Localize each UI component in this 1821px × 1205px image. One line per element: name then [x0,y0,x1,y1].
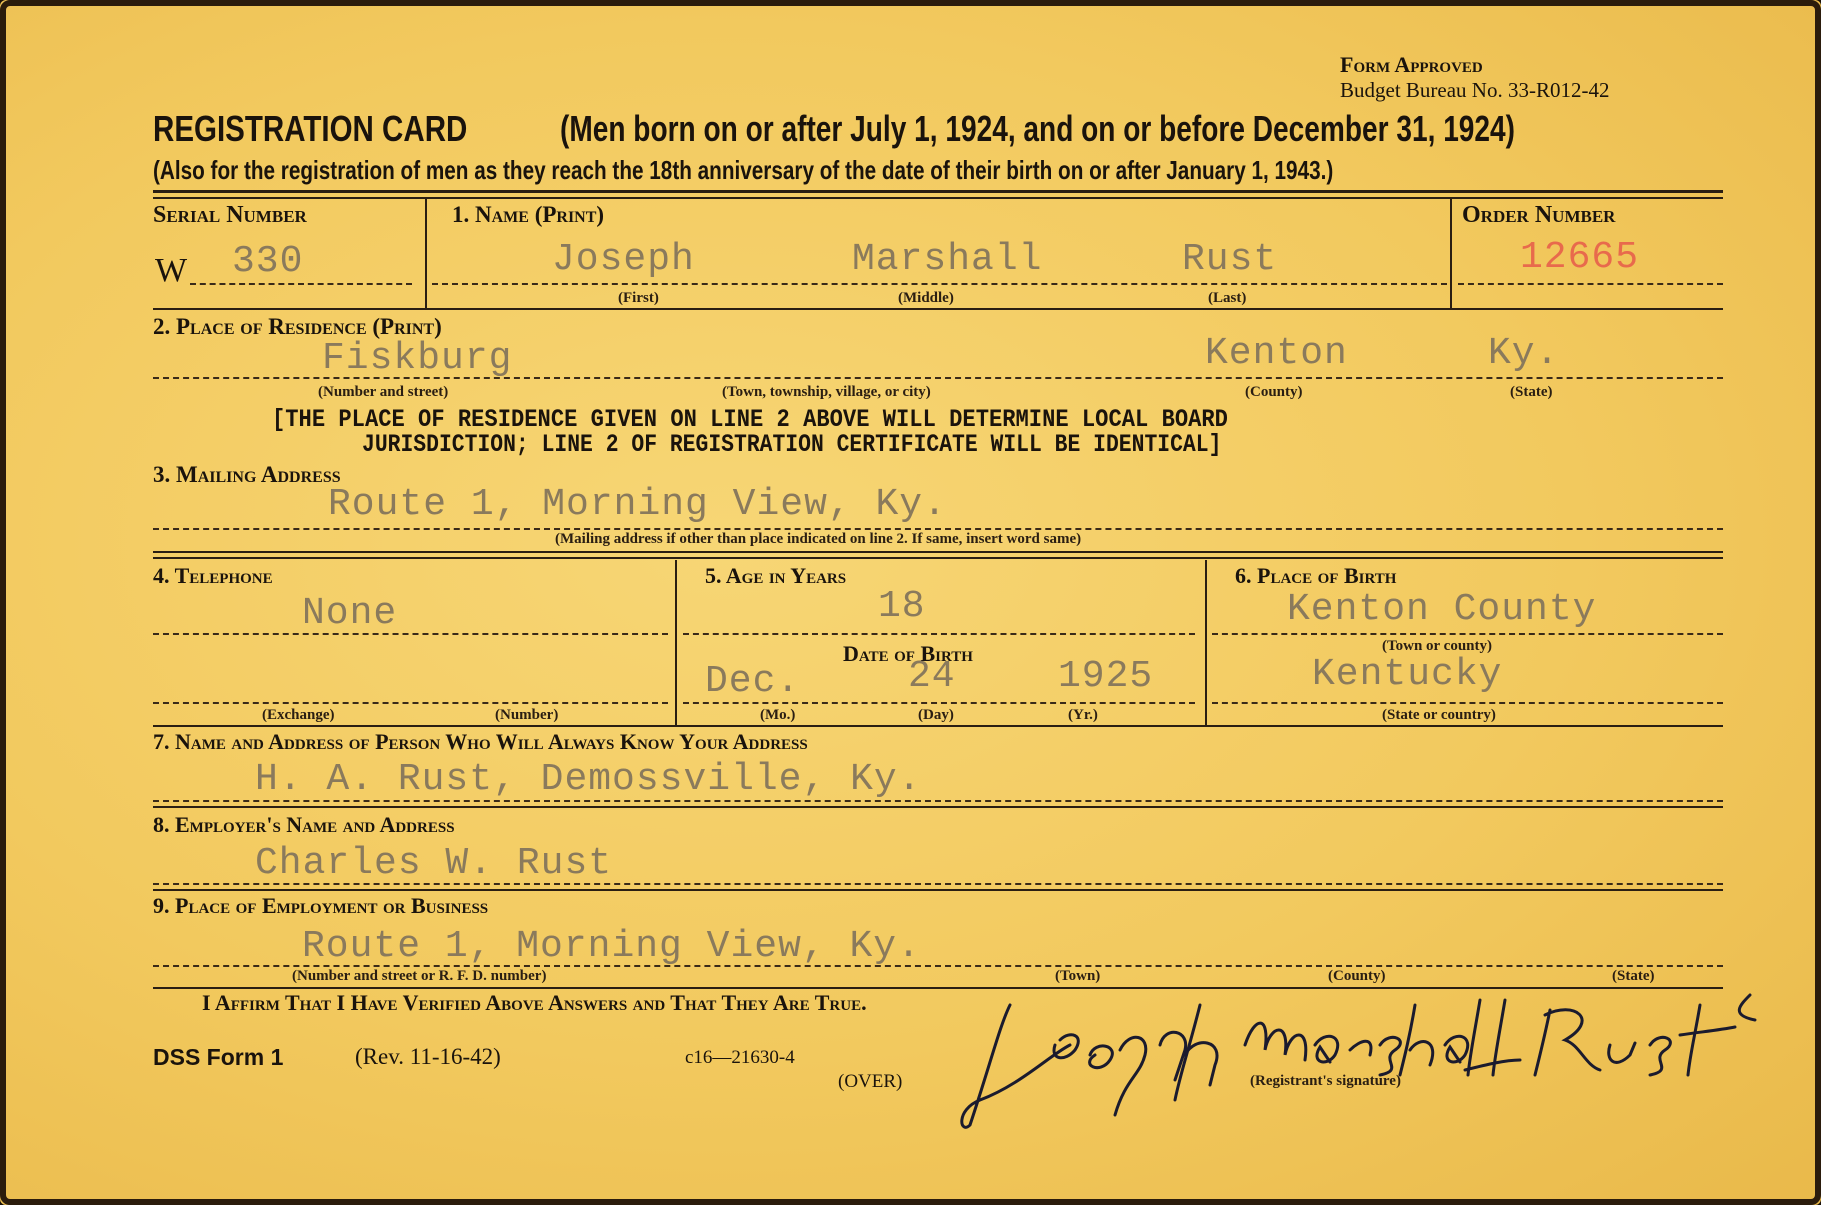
caption-first: (First) [618,290,659,306]
residence-state: Ky. [1488,332,1560,375]
telephone-line-2 [153,702,668,704]
serial-value: 330 [232,240,304,283]
order-label: Order Number [1462,202,1616,228]
employer-label: 8. Employer's Name and Address [153,812,455,837]
rule-row1 [153,308,1723,310]
residence-town: Fiskburg [322,337,513,380]
residence-label: 2. Place of Residence (Print) [153,314,442,339]
telephone-line-1 [153,633,668,635]
mailing-label: 3. Mailing Address [153,462,341,487]
caption-residence-street: (Number and street) [318,384,449,400]
employment-label: 9. Place of Employment or Business [153,893,489,918]
title-men-born: (Men born on or after July 1, 1924, and on or before December 31, 1924) [560,108,1516,149]
rule-row8 [153,889,1723,891]
caption-mo: (Mo.) [760,707,796,723]
footer-form: DSS Form 1 [153,1044,284,1070]
card-title: REGISTRATION CARD [153,108,468,149]
caption-middle: (Middle) [898,290,954,306]
order-divider [1450,199,1452,309]
birthplace-line-2 [1212,702,1723,704]
dob-line [683,702,1195,704]
serial-label: Serial Number [153,202,307,228]
order-value: 12665 [1520,236,1640,279]
footer-over: (OVER) [838,1071,903,1092]
dob-month: Dec. [705,660,801,703]
caption-exchange: (Exchange) [262,707,335,723]
caption-signature: (Registrant's signature) [1250,1073,1401,1089]
caption-residence-town: (Town, township, village, or city) [722,384,931,400]
age-value: 18 [878,585,926,628]
telephone-label: 4. Telephone [153,563,273,588]
employment-line [153,965,1723,967]
caption-emp-county: (County) [1328,968,1386,984]
mailing-line [153,528,1723,530]
caption-birth-state: (State or country) [1382,707,1496,723]
caption-emp-town: (Town) [1055,968,1101,984]
telephone-value: None [302,592,398,635]
residence-line [153,377,1723,379]
order-line [1458,283,1723,285]
serial-line [190,283,412,285]
age-label: 5. Age in Years [705,563,847,588]
signature-svg [960,985,1820,1135]
serial-prefix: W [155,252,188,289]
contact-label: 7. Name and Address of Person Who Will Always Know Your Address [153,729,808,754]
name-middle: Marshall [852,238,1043,281]
footer-rev: (Rev. 11-16-42) [355,1044,501,1069]
caption-yr: (Yr.) [1068,707,1098,723]
mailing-value: Route 1, Morning View, Ky. [328,483,947,526]
dob-day: 24 [908,655,956,698]
contact-value: H. A. Rust, Demossville, Ky. [255,758,922,801]
title-also: (Also for the registration of men as they reach the 18th anniversary of the date of their birth on or after January 1, 1943.) [153,155,1334,185]
dob-year: 1925 [1058,655,1154,698]
employer-value: Charles W. Rust [255,842,613,885]
employment-value: Route 1, Morning View, Ky. [302,925,921,968]
rule-row3-2 [153,557,1723,559]
jurisdiction-notice-2: JURISDICTION; LINE 2 OF REGISTRATION CERTIFICATE WILL BE IDENTICAL] [362,430,1222,459]
caption-last: (Last) [1208,290,1247,306]
caption-mailing: (Mailing address if other than place indicated on line 2. If same, insert word same) [555,531,1082,547]
birthplace-line-1 [1212,633,1723,635]
rule-row3 [153,551,1723,553]
name-line [432,283,1447,285]
caption-birth-town: (Town or county) [1382,638,1493,654]
birthplace-town: Kenton County [1287,588,1597,631]
caption-day: (Day) [918,707,954,723]
caption-residence-county: (County) [1245,384,1303,400]
jurisdiction-notice-1: [THE PLACE OF RESIDENCE GIVEN ON LINE 2 ABOVE WILL DETERMINE LOCAL BOARD [272,405,1228,434]
contact-line [153,800,1723,802]
caption-emp-street: (Number and street or R. F. D. number) [292,968,547,984]
rule-top-2 [153,197,1723,199]
name-label: 1. Name (Print) [452,202,605,227]
rule-row4 [153,725,1723,727]
birthplace-label: 6. Place of Birth [1235,563,1397,588]
name-last: Rust [1182,238,1278,281]
footer-code: c16—21630-4 [685,1047,795,1068]
age-divider [1205,560,1207,725]
age-line [683,633,1195,635]
residence-county: Kenton [1205,332,1348,375]
caption-residence-state: (State) [1510,384,1553,400]
telephone-divider [675,560,677,725]
budget-bureau-number: Budget Bureau No. 33-R012-42 [1340,78,1610,102]
serial-divider [425,199,427,309]
affirm-text: I Affirm That I Have Verified Above Answers and That They Are True. [202,990,867,1015]
caption-emp-state: (State) [1612,968,1655,984]
dob-label: Date of Birth [843,641,973,666]
form-approved: Form Approved [1340,52,1483,77]
registrant-signature [960,985,1820,1140]
birthplace-state: Kentucky [1312,653,1503,696]
employer-line [153,883,1723,885]
rule-row7 [153,806,1723,808]
rule-top [153,190,1723,193]
caption-tel-number: (Number) [495,707,559,723]
name-first: Joseph [552,238,695,281]
